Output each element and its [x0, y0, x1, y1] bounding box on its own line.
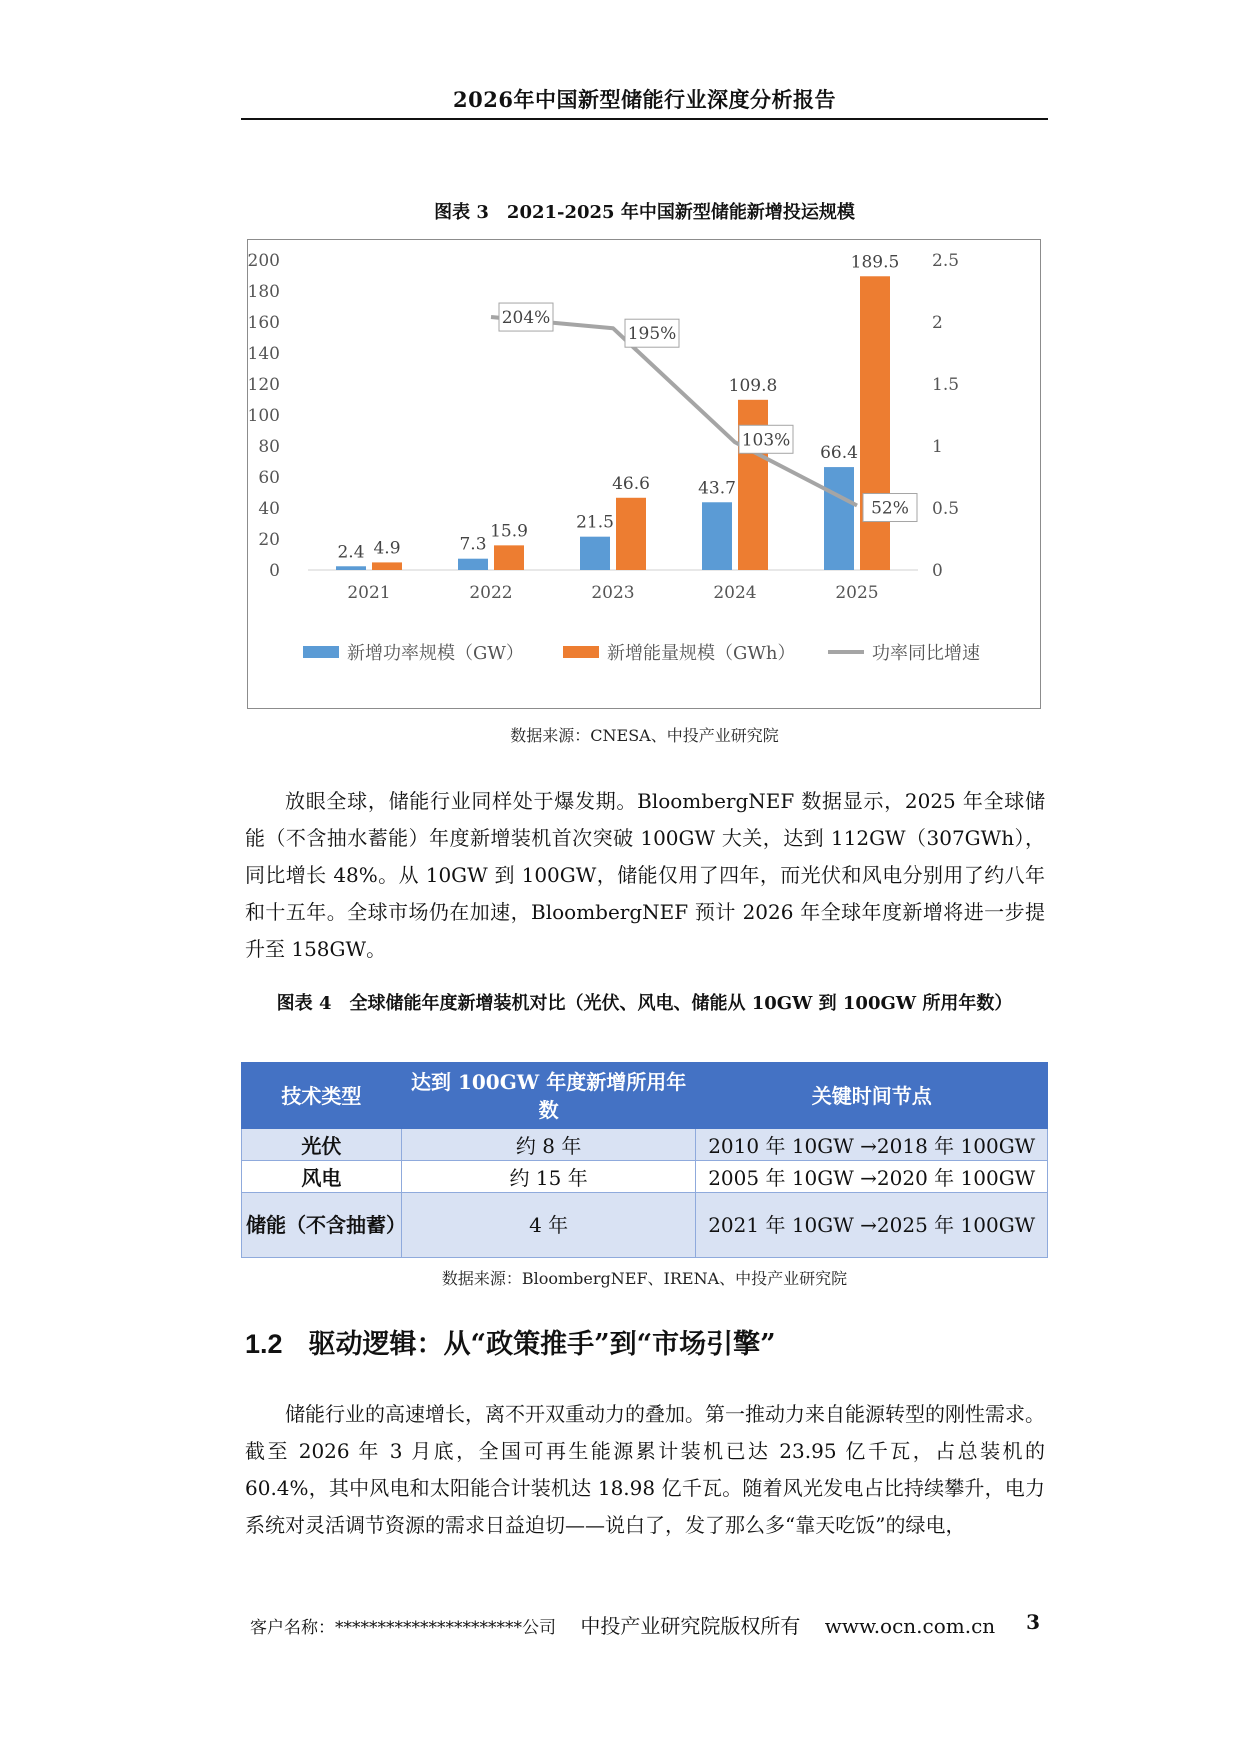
bar-energy	[860, 276, 890, 570]
bar-energy	[372, 562, 402, 570]
bar-power	[702, 502, 732, 570]
growth-label: 103%	[741, 430, 791, 451]
legend-swatch	[303, 646, 339, 658]
legend-label: 新增功率规模（GW）	[347, 643, 524, 664]
legend-label: 功率同比增速	[872, 643, 980, 664]
y-tick-label: 180	[248, 282, 280, 302]
y-tick-label: 140	[248, 344, 280, 364]
y2-tick-label: 2	[932, 313, 943, 333]
comparison-table	[241, 1062, 1048, 1258]
bar-power	[458, 559, 488, 570]
table-row	[242, 1193, 1048, 1258]
data-label: 46.6	[612, 473, 650, 494]
y-tick-label: 40	[258, 499, 280, 519]
data-label: 189.5	[850, 252, 900, 273]
table-header-cell: 达到 100GW 年度新增所用年数	[401, 1063, 696, 1129]
x-tick-label: 2022	[469, 583, 513, 603]
x-tick-label: 2024	[713, 583, 757, 603]
data-label: 15.9	[490, 521, 528, 542]
table-row	[242, 1129, 1048, 1161]
bar-power	[336, 566, 366, 570]
table-cell-timeline: 2005 年 10GW →2020 年 100GW	[696, 1161, 1048, 1193]
data-label: 4.9	[373, 538, 401, 559]
y-tick-label: 160	[248, 313, 280, 333]
growth-label: 204%	[501, 308, 551, 329]
page-number: 3	[1026, 1610, 1040, 1634]
figure3-title: 图表 3 2021-2025 年中国新型储能新增投运规模	[434, 202, 855, 223]
growth-label: 195%	[627, 324, 677, 345]
data-label: 109.8	[728, 375, 778, 396]
table-cell-years: 约 15 年	[401, 1161, 696, 1193]
page-header-title: 2026年中国新型储能行业深度分析报告	[453, 87, 836, 112]
table-cell-type: 光伏	[242, 1129, 402, 1161]
bar-power	[580, 537, 610, 570]
bar-energy	[494, 545, 524, 570]
y-tick-label: 120	[248, 375, 280, 395]
legend-label: 新增能量规模（GWh）	[607, 643, 796, 664]
y2-tick-label: 1	[932, 437, 943, 457]
y-tick-label: 80	[258, 437, 280, 457]
data-label: 2.4	[337, 542, 365, 563]
table-header-cell: 关键时间节点	[696, 1063, 1048, 1129]
growth-label: 52%	[871, 498, 909, 519]
table-cell-type: 风电	[242, 1161, 402, 1193]
footer-client: 客户名称：**********************公司	[250, 1618, 556, 1638]
legend-swatch	[563, 646, 599, 658]
bar-line-chart	[248, 240, 1042, 710]
table-cell-years: 4 年	[401, 1193, 696, 1258]
y2-tick-label: 0	[932, 561, 943, 581]
figure4-source: 数据来源：BloombergNEF、IRENA、中投产业研究院	[441, 1269, 848, 1288]
y2-tick-label: 0.5	[932, 499, 960, 519]
y-tick-label: 20	[258, 530, 280, 550]
data-label: 43.7	[698, 478, 736, 499]
bar-energy	[616, 498, 646, 570]
y-tick-label: 100	[248, 406, 280, 426]
table-cell-type: 储能（不含抽蓄）	[242, 1193, 402, 1258]
paragraph-global-market: 放眼全球，储能行业同样处于爆发期。BloombergNEF 数据显示，2025 年全球储能（不含抽水蓄能）年度新增装机首次突破 100GW 大关，达到 112GW（307GWh），同比增长 48%。从 10GW 到 100GW，储能仅用了四年，而光伏和风电分别用了约八年和十五年。全球市场仍在加速，BloombergNEF 预计 2026 年全球年度新增将进一步提升至 158GW。	[245, 789, 1045, 961]
section-number: 1.2	[245, 1329, 283, 1359]
table-header-cell: 技术类型	[242, 1063, 402, 1129]
x-tick-label: 2023	[591, 583, 635, 603]
header-rule	[241, 118, 1048, 120]
footer-copyright: 中投产业研究院版权所有	[580, 1614, 801, 1638]
figure3-source: 数据来源：CNESA、中投产业研究院	[510, 726, 779, 745]
data-label: 21.5	[576, 512, 614, 533]
table-header-row	[242, 1063, 1048, 1129]
data-label: 66.4	[820, 443, 858, 464]
table-cell-years: 约 8 年	[401, 1129, 696, 1161]
data-label: 7.3	[459, 534, 487, 555]
y-tick-label: 0	[269, 561, 280, 581]
table-cell-timeline: 2021 年 10GW →2025 年 100GW	[696, 1193, 1048, 1258]
table-cell-timeline: 2010 年 10GW →2018 年 100GW	[696, 1129, 1048, 1161]
section-title: 驱动逻辑：从“政策推手”到“市场引擎”	[308, 1329, 776, 1360]
x-tick-label: 2025	[835, 583, 879, 603]
y-tick-label: 60	[258, 468, 280, 488]
x-tick-label: 2021	[347, 583, 391, 603]
y2-tick-label: 1.5	[932, 375, 960, 395]
footer-website: www.ocn.com.cn	[824, 1614, 996, 1638]
table-row	[242, 1161, 1048, 1193]
paragraph-drivers: 储能行业的高速增长，离不开双重动力的叠加。第一推动力来自能源转型的刚性需求。截至 2026 年 3 月底，全国可再生能源累计装机已达 23.95 亿千瓦，占总装机的 60.4%，其中风电和太阳能合计装机达 18.98 亿千瓦。随着风光发电占比持续攀升，电力系统对灵活调节资源的需求日益迫切——说白了，发了那么多“靠天吃饭”的绿电，	[245, 1402, 1045, 1537]
bar-power	[824, 467, 854, 570]
page-footer	[250, 1610, 1040, 1639]
section-heading	[245, 1322, 776, 1361]
y-tick-label: 200	[248, 251, 280, 271]
chart-frame	[247, 239, 1041, 709]
figure4-title: 图表 4 全球储能年度新增装机对比（光伏、风电、储能从 10GW 到 100GW 所用年数）	[276, 993, 1013, 1014]
y2-tick-label: 2.5	[932, 251, 960, 271]
